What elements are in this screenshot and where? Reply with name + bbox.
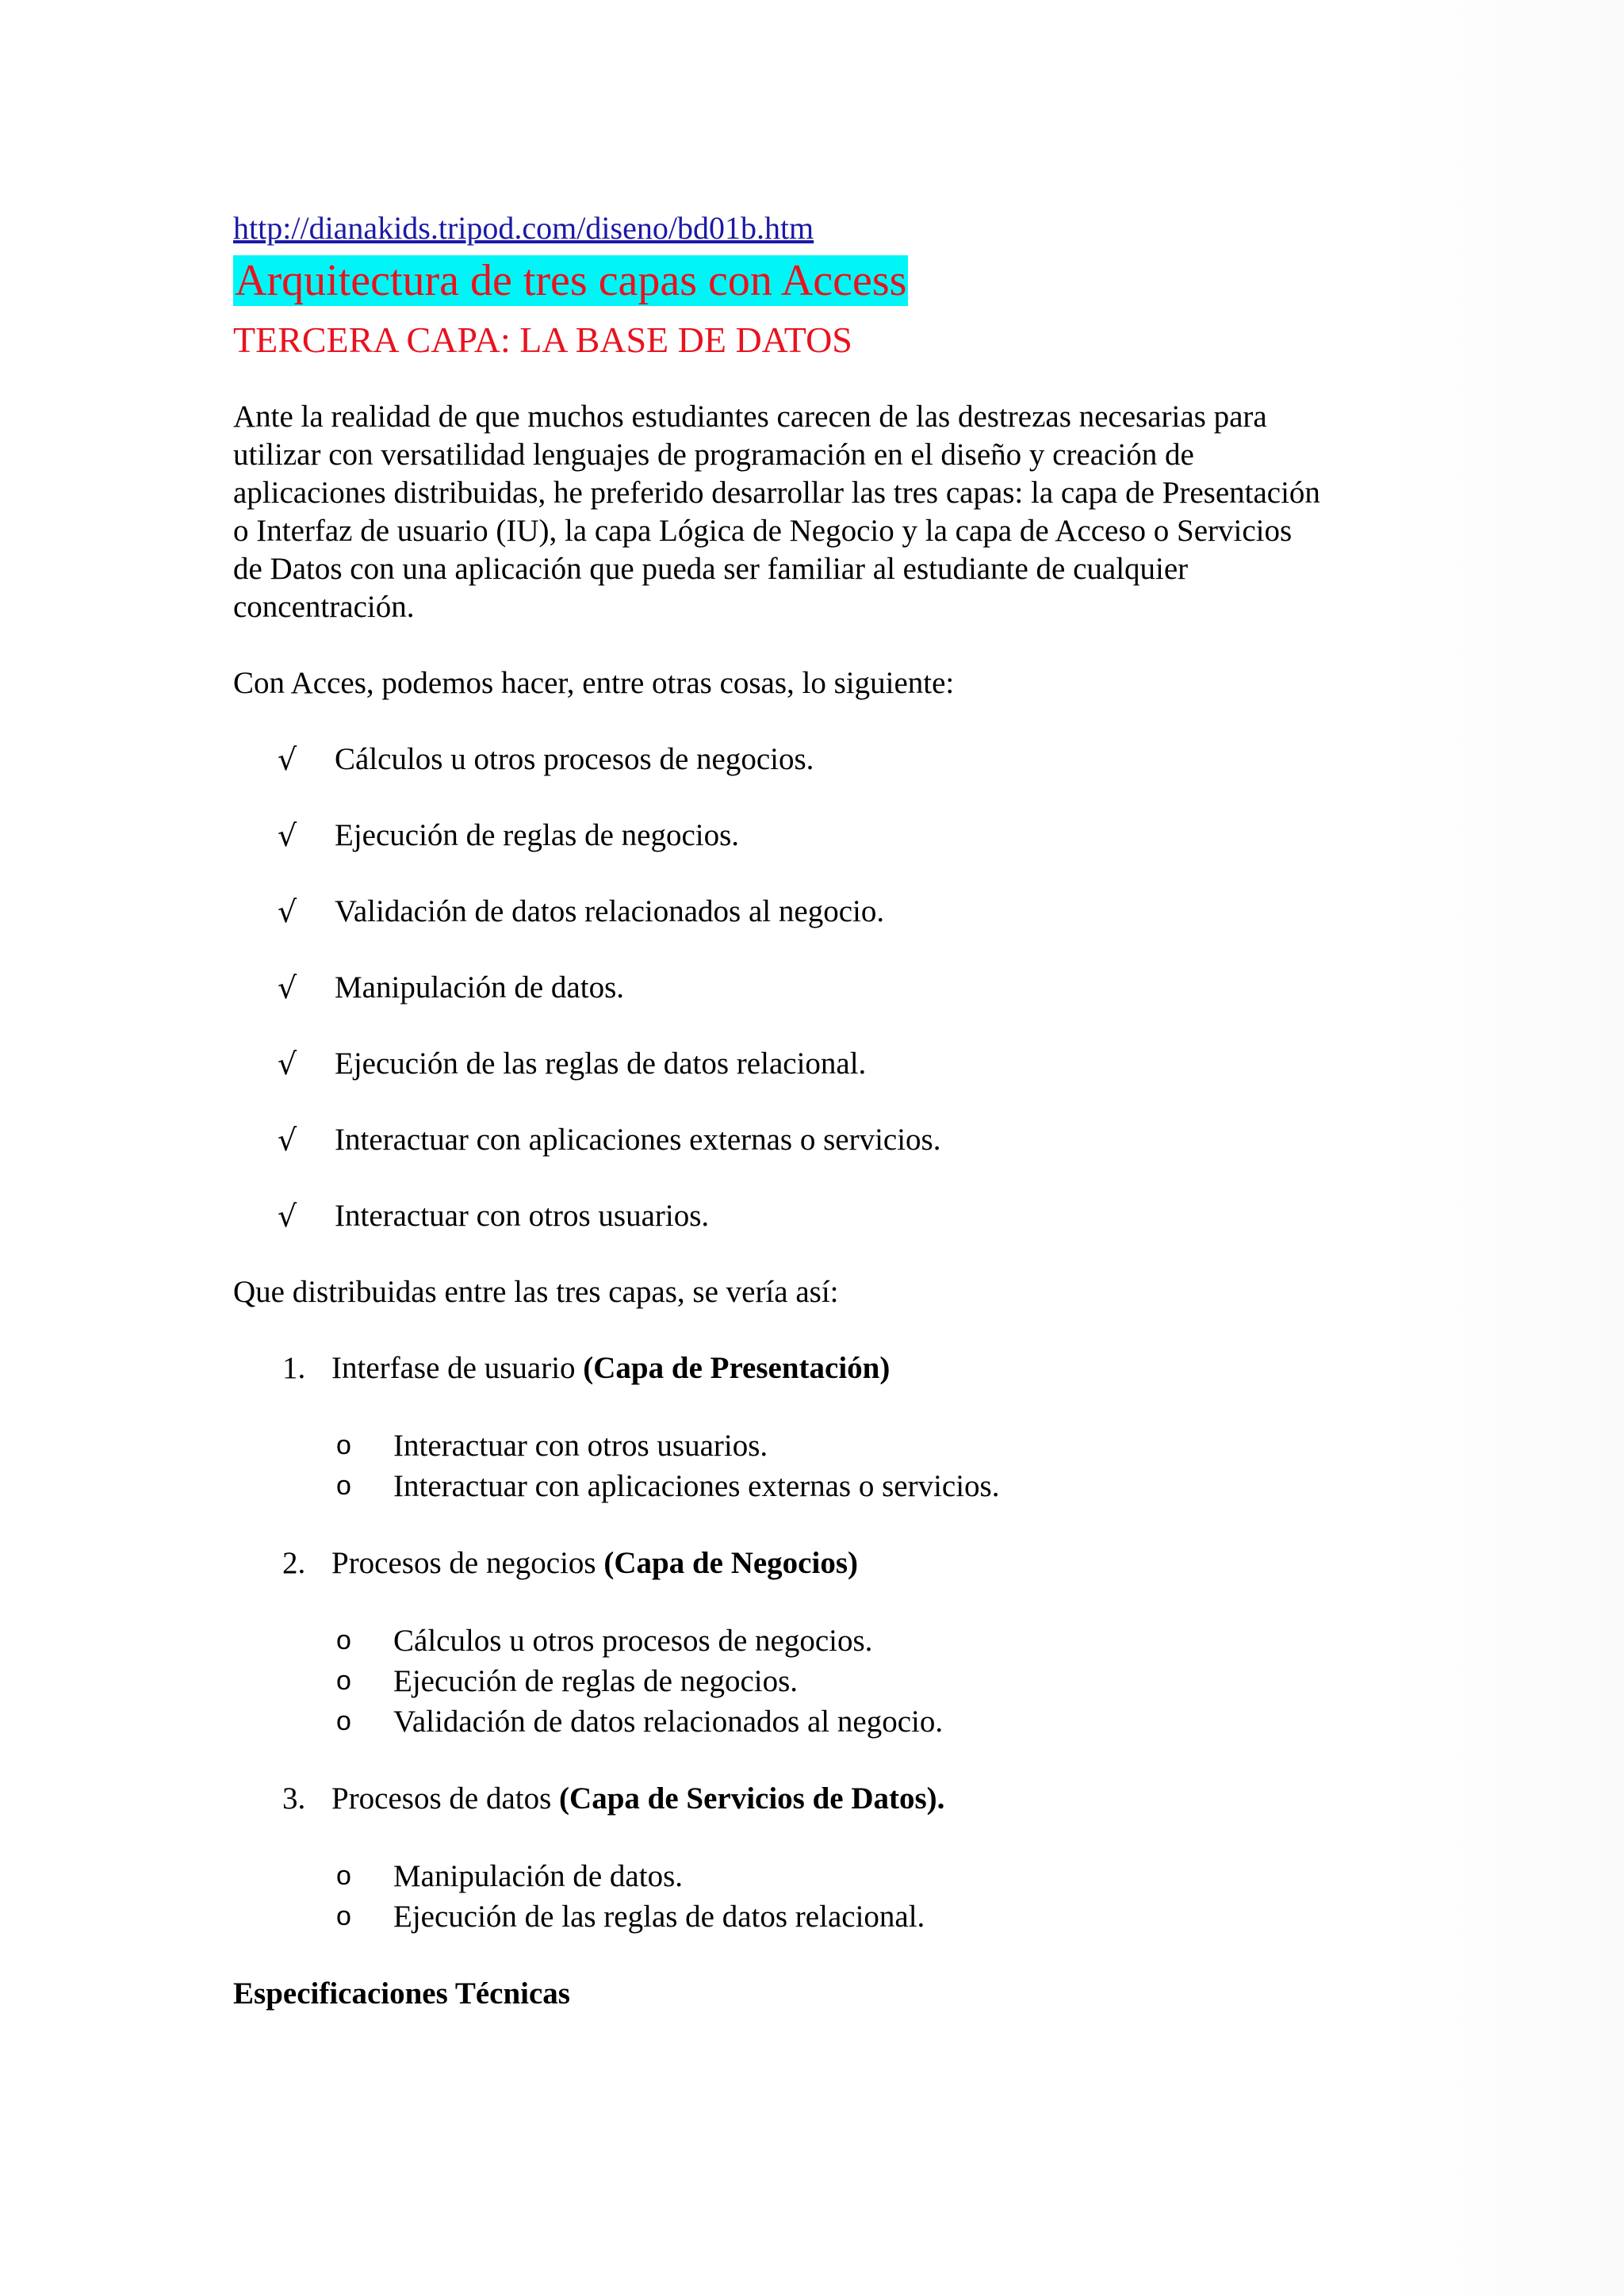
check-icon: √ (278, 894, 297, 929)
page-title: Arquitectura de tres capas con Access (235, 256, 907, 305)
list-item (233, 817, 1423, 855)
layer-label: Procesos de datos (331, 1781, 560, 1816)
title-wrap (233, 255, 1423, 306)
layer-name: (Capa de Negocios) (603, 1546, 858, 1580)
check-icon: √ (278, 818, 297, 853)
layer-item (233, 1780, 1423, 1937)
layers-intro: Que distribuidas entre las tres capas, se vería así: (233, 1275, 839, 1309)
list-item (233, 1197, 1423, 1235)
list-item (233, 893, 1423, 931)
spec-heading: Especificaciones Técnicas (233, 1976, 570, 2011)
list-item-text: Ejecución de las reglas de datos relacional. (335, 1047, 867, 1081)
layer-sublist (331, 1425, 1423, 1506)
check-icon: √ (278, 742, 297, 777)
intro-line: concentración. (233, 590, 415, 624)
sub-item-text: Ejecución de las reglas de datos relacional. (393, 1900, 925, 1934)
list-item-text: Interactuar con otros usuarios. (335, 1199, 710, 1233)
sub-item (331, 1466, 1423, 1506)
sub-item-text: Cálculos u otros procesos de negocios. (393, 1624, 873, 1658)
layer-number: 3. (282, 1781, 306, 1816)
bullet-icon: o (336, 1430, 351, 1460)
check-icon: √ (278, 1199, 297, 1234)
sub-item (331, 1856, 1423, 1896)
sub-item (331, 1621, 1423, 1661)
check-icon: √ (278, 1123, 297, 1158)
layer-label: Procesos de negocios (331, 1546, 604, 1580)
check-icon: √ (278, 970, 297, 1005)
capabilities-list (233, 740, 1423, 1235)
list-item (233, 1045, 1423, 1083)
bullet-icon: o (336, 1471, 351, 1501)
sub-item (331, 1896, 1423, 1937)
sub-item-text: Validación de datos relacionados al negocio. (393, 1705, 944, 1739)
layer-label: Interfase de usuario (331, 1351, 584, 1385)
layer-sublist (331, 1621, 1423, 1742)
layer-item (233, 1544, 1423, 1742)
layer-number: 2. (282, 1546, 306, 1580)
sub-item-text: Manipulación de datos. (393, 1859, 683, 1893)
section-subtitle: TERCERA CAPA: LA BASE DE DATOS (233, 320, 852, 360)
intro-line: o Interfaz de usuario (IU), la capa Lógica de Negocio y la capa de Acceso o Servicios (233, 514, 1293, 548)
bullet-icon: o (336, 1861, 351, 1891)
sub-item-text: Interactuar con aplicaciones externas o servicios. (393, 1469, 1000, 1503)
sub-item (331, 1661, 1423, 1701)
list-item-text: Ejecución de reglas de negocios. (335, 818, 740, 852)
bullet-icon: o (336, 1901, 351, 1931)
list-item-text: Validación de datos relacionados al negocio. (335, 894, 885, 928)
bullet-icon: o (336, 1706, 351, 1736)
document-content (233, 208, 1423, 2013)
bullet-icon: o (336, 1625, 351, 1655)
layer-name: (Capa de Presentación) (583, 1351, 891, 1385)
list-item (233, 740, 1423, 779)
intro-line: Ante la realidad de que muchos estudiantes carecen de las destrezas necesarias para (233, 400, 1267, 434)
list-item-text: Cálculos u otros procesos de negocios. (335, 742, 814, 776)
sub-item-text: Ejecución de reglas de negocios. (393, 1664, 799, 1698)
intro-paragraph (233, 398, 1423, 626)
layer-item (233, 1349, 1423, 1506)
intro-line: utilizar con versatilidad lenguajes de programación en el diseño y creación de (233, 438, 1194, 472)
layer-sublist (331, 1856, 1423, 1937)
layer-name: (Capa de Servicios de Datos). (559, 1781, 945, 1816)
capabilities-intro: Con Acces, podemos hacer, entre otras cosas, lo siguiente: (233, 666, 955, 700)
list-item-text: Manipulación de datos. (335, 970, 624, 1004)
layer-number: 1. (282, 1351, 306, 1385)
intro-line: de Datos con una aplicación que pueda ser familiar al estudiante de cualquier (233, 552, 1189, 586)
list-item (233, 969, 1423, 1007)
sub-item-text: Interactuar con otros usuarios. (393, 1429, 768, 1463)
source-link[interactable]: http://dianakids.tripod.com/diseno/bd01b.htm (233, 210, 814, 246)
layers-list (233, 1349, 1423, 1937)
check-icon: √ (278, 1047, 297, 1081)
list-item (233, 1121, 1423, 1159)
bullet-icon: o (336, 1666, 351, 1696)
sub-item (331, 1425, 1423, 1466)
sub-item (331, 1701, 1423, 1742)
list-item-text: Interactuar con aplicaciones externas o servicios. (335, 1123, 941, 1157)
intro-line: aplicaciones distribuidas, he preferido desarrollar las tres capas: la capa de Presentación (233, 476, 1320, 510)
